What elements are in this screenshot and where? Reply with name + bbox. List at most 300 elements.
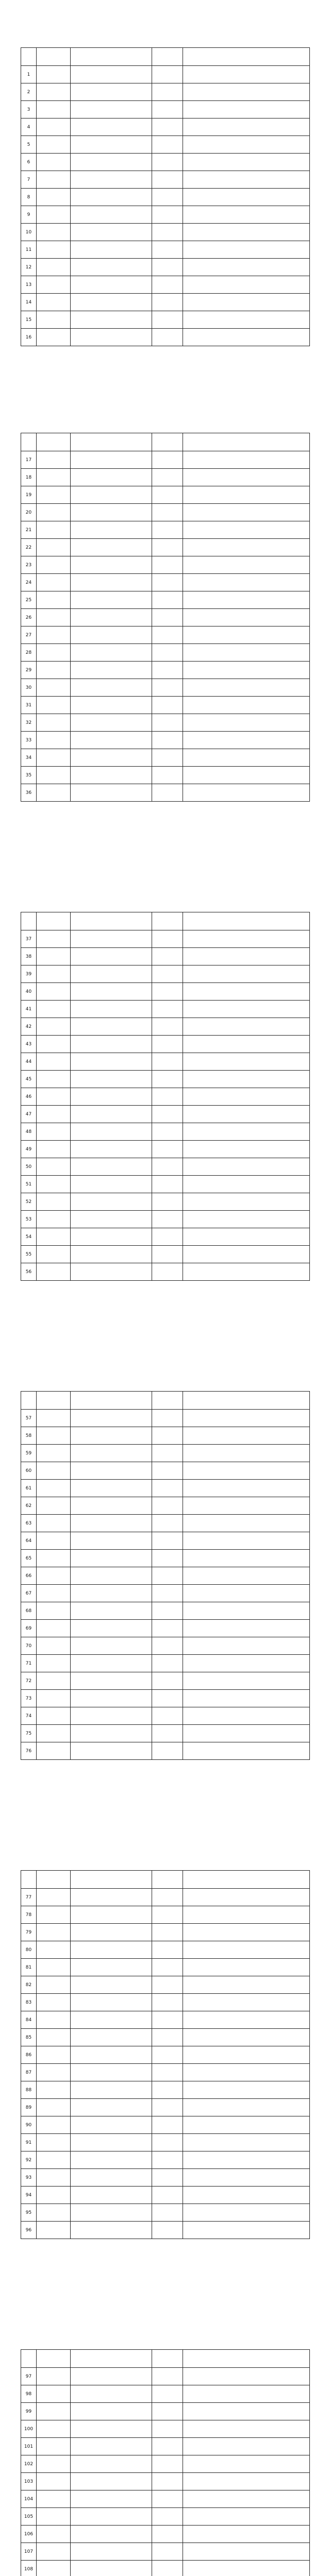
county-cell [37,1123,71,1141]
unit-cell [71,1123,152,1141]
name-cell [152,294,183,311]
table-row [21,1725,310,1742]
name-cell [152,784,183,802]
category-cell [183,1725,310,1742]
seq-cell: 80 [21,1941,37,1959]
county-cell [37,2455,71,2473]
table-row [21,662,310,679]
unit-cell [71,2046,152,2064]
name-cell [152,2099,183,2116]
category-cell [183,784,310,802]
county-cell [37,469,71,486]
seq-cell: 35 [21,767,37,784]
name-cell [152,714,183,732]
unit-cell [71,451,152,469]
table-row [21,574,310,591]
unit-cell [71,1707,152,1725]
col-header-unit [71,2350,152,2368]
name-cell [152,1211,183,1228]
seq-cell: 100 [21,2420,37,2438]
table-row [21,2204,310,2222]
category-cell [183,1088,310,1106]
category-cell [183,2204,310,2222]
county-cell [37,1036,71,1053]
county-cell [37,662,71,679]
category-cell [183,1655,310,1672]
unit-cell [71,626,152,644]
table-row [21,294,310,311]
table-row [21,2368,310,2385]
unit-cell [71,2204,152,2222]
seq-cell: 29 [21,662,37,679]
unit-cell [71,2368,152,2385]
name-cell [152,1602,183,1620]
seq-cell: 74 [21,1707,37,1725]
county-cell [37,679,71,697]
name-cell [152,591,183,609]
category-cell [183,1941,310,1959]
col-header-seq [21,2350,37,2368]
county-cell [37,983,71,1001]
seq-cell: 37 [21,930,37,948]
county-cell [37,1924,71,1941]
category-cell [183,2420,310,2438]
category-cell [183,2064,310,2081]
county-cell [37,1141,71,1158]
unit-cell [71,609,152,626]
county-cell [37,749,71,767]
table-row [21,2081,310,2099]
seq-cell: 91 [21,2134,37,2151]
table-row [21,66,310,83]
unit-cell [71,2222,152,2239]
unit-cell [71,1672,152,1690]
unit-cell [71,2081,152,2099]
category-cell [183,626,310,644]
seq-cell: 21 [21,521,37,539]
name-cell [152,1906,183,1924]
seq-cell: 28 [21,644,37,662]
category-cell [183,521,310,539]
table-row [21,2134,310,2151]
name-cell [152,930,183,948]
table-row [21,2455,310,2473]
name-cell [152,1246,183,1263]
unit-cell [71,1515,152,1532]
name-cell [152,189,183,206]
seq-cell: 39 [21,965,37,983]
table-header-row [21,2350,310,2368]
table-row [21,1071,310,1088]
category-cell [183,1602,310,1620]
county-cell [37,1427,71,1445]
table-row [21,224,310,241]
seq-cell: 60 [21,1462,37,1480]
unit-cell [71,206,152,224]
table-row [21,697,310,714]
name-cell [152,1071,183,1088]
name-cell [152,2455,183,2473]
name-cell [152,2151,183,2169]
category-cell [183,1567,310,1585]
seq-cell: 61 [21,1480,37,1497]
table-row [21,948,310,965]
unit-cell [71,1053,152,1071]
county-cell [37,1742,71,1760]
seq-cell: 92 [21,2151,37,2169]
col-header-county [37,912,71,930]
county-cell [37,1620,71,1637]
unit-cell [71,2099,152,2116]
name-cell [152,697,183,714]
table-row [21,1602,310,1620]
category-cell [183,66,310,83]
category-cell [183,1141,310,1158]
name-cell [152,2169,183,2187]
col-header-name [152,1871,183,1889]
name-cell [152,965,183,983]
category-cell [183,930,310,948]
category-cell [183,1246,310,1263]
unit-cell [71,136,152,154]
name-cell [152,1053,183,1071]
seq-cell: 34 [21,749,37,767]
table-row [21,767,310,784]
county-cell [37,1246,71,1263]
seq-cell: 63 [21,1515,37,1532]
seq-cell: 64 [21,1532,37,1550]
seq-cell: 54 [21,1228,37,1246]
seq-cell: 57 [21,1410,37,1427]
unit-cell [71,1193,152,1211]
table-row [21,2169,310,2187]
seq-cell: 99 [21,2403,37,2420]
name-cell [152,1976,183,1994]
seq-cell: 67 [21,1585,37,1602]
seq-cell: 59 [21,1445,37,1462]
name-cell [152,1141,183,1158]
category-cell [183,2473,310,2490]
name-cell [152,662,183,679]
county-cell [37,1602,71,1620]
col-header-name [152,2350,183,2368]
category-cell [183,1018,310,1036]
category-cell [183,732,310,749]
unit-cell [71,1246,152,1263]
category-cell [183,171,310,189]
table-row [21,1036,310,1053]
table-header-row [21,433,310,451]
category-cell [183,2081,310,2099]
name-cell [152,1941,183,1959]
seq-cell: 27 [21,626,37,644]
unit-cell [71,1497,152,1515]
name-cell [152,1959,183,1976]
unit-cell [71,1637,152,1655]
seq-cell: 36 [21,784,37,802]
unit-cell [71,83,152,101]
seq-cell: 31 [21,697,37,714]
table-row [21,1497,310,1515]
table-row [21,930,310,948]
county-cell [37,609,71,626]
table-row [21,1427,310,1445]
county-cell [37,1053,71,1071]
name-cell [152,609,183,626]
seq-cell: 81 [21,1959,37,1976]
county-cell [37,1567,71,1585]
table-row [21,2385,310,2403]
seq-cell: 43 [21,1036,37,1053]
name-cell [152,486,183,504]
seq-cell: 70 [21,1637,37,1655]
name-cell [152,1567,183,1585]
seq-cell: 68 [21,1602,37,1620]
seq-cell: 1 [21,66,37,83]
category-cell [183,1959,310,1976]
seq-cell: 76 [21,1742,37,1760]
seq-cell: 88 [21,2081,37,2099]
county-cell [37,2403,71,2420]
table-row [21,1123,310,1141]
county-cell [37,1889,71,1906]
seq-cell: 105 [21,2508,37,2526]
unit-cell [71,1427,152,1445]
seq-cell: 53 [21,1211,37,1228]
table-row [21,1906,310,1924]
category-cell [183,469,310,486]
seq-cell: 23 [21,556,37,574]
category-cell [183,1410,310,1427]
category-cell [183,1620,310,1637]
unit-cell [71,1567,152,1585]
table-row [21,1924,310,1941]
unit-cell [71,2116,152,2134]
county-cell [37,1263,71,1281]
unit-cell [71,504,152,521]
seq-cell: 50 [21,1158,37,1176]
name-cell [152,539,183,556]
table-row [21,644,310,662]
category-cell [183,189,310,206]
seq-cell: 101 [21,2438,37,2455]
county-cell [37,1515,71,1532]
roster-table-page-2 [21,433,310,802]
name-cell [152,521,183,539]
unit-cell [71,486,152,504]
table-row [21,486,310,504]
table-row [21,1515,310,1532]
seq-cell: 95 [21,2204,37,2222]
category-cell [183,965,310,983]
table-row [21,118,310,136]
unit-cell [71,101,152,118]
county-cell [37,2204,71,2222]
seq-cell: 48 [21,1123,37,1141]
name-cell [152,1532,183,1550]
col-header-unit [71,912,152,930]
name-cell [152,504,183,521]
county-cell [37,521,71,539]
county-cell [37,644,71,662]
col-header-unit [71,433,152,451]
name-cell [152,732,183,749]
name-cell [152,2204,183,2222]
unit-cell [71,1906,152,1924]
category-cell [183,1445,310,1462]
name-cell [152,118,183,136]
table-row [21,1211,310,1228]
county-cell [37,1690,71,1707]
unit-cell [71,1445,152,1462]
seq-cell: 10 [21,224,37,241]
table-row [21,1976,310,1994]
seq-cell: 83 [21,1994,37,2011]
category-cell [183,539,310,556]
category-cell [183,2046,310,2064]
name-cell [152,679,183,697]
category-cell [183,451,310,469]
category-cell [183,2151,310,2169]
table-row [21,1742,310,1760]
county-cell [37,591,71,609]
document-page-6 [21,2349,309,2576]
category-cell [183,2134,310,2151]
document-title [25,25,305,43]
category-cell [183,574,310,591]
category-cell [183,749,310,767]
unit-cell [71,276,152,294]
name-cell [152,1123,183,1141]
table-header-row [21,912,310,930]
seq-cell: 9 [21,206,37,224]
unit-cell [71,259,152,276]
category-cell [183,154,310,171]
table-row [21,1941,310,1959]
seq-cell: 17 [21,451,37,469]
seq-cell: 104 [21,2490,37,2508]
seq-cell: 47 [21,1106,37,1123]
unit-cell [71,1532,152,1550]
col-header-unit [71,1392,152,1410]
unit-cell [71,1088,152,1106]
unit-cell [71,2455,152,2473]
seq-cell: 12 [21,259,37,276]
document-page-4 [21,1391,309,1760]
category-cell [183,486,310,504]
seq-cell: 65 [21,1550,37,1567]
county-cell [37,697,71,714]
table-row [21,2403,310,2420]
category-cell [183,1924,310,1941]
category-cell [183,2385,310,2403]
table-row [21,101,310,118]
table-row [21,626,310,644]
unit-cell [71,1690,152,1707]
name-cell [152,1176,183,1193]
county-cell [37,1071,71,1088]
unit-cell [71,2011,152,2029]
table-row [21,1637,310,1655]
name-cell [152,2526,183,2543]
name-cell [152,574,183,591]
category-cell [183,294,310,311]
category-cell [183,1106,310,1123]
county-cell [37,1088,71,1106]
table-row [21,171,310,189]
table-row [21,2543,310,2561]
county-cell [37,1725,71,1742]
category-cell [183,2011,310,2029]
table-row [21,1462,310,1480]
name-cell [152,1889,183,1906]
col-header-county [37,1871,71,1889]
county-cell [37,2526,71,2543]
seq-cell: 94 [21,2187,37,2204]
category-cell [183,2526,310,2543]
category-cell [183,206,310,224]
county-cell [37,1550,71,1567]
unit-cell [71,2403,152,2420]
county-cell [37,714,71,732]
name-cell [152,983,183,1001]
unit-cell [71,1462,152,1480]
county-cell [37,2490,71,2508]
table-row [21,1193,310,1211]
county-cell [37,2438,71,2455]
county-cell [37,504,71,521]
table-row [21,504,310,521]
seq-cell: 32 [21,714,37,732]
unit-cell [71,66,152,83]
county-cell [37,66,71,83]
county-cell [37,784,71,802]
seq-cell: 56 [21,1263,37,1281]
table-row [21,1480,310,1497]
table-row [21,2099,310,2116]
category-cell [183,1228,310,1246]
unit-cell [71,224,152,241]
unit-cell [71,2490,152,2508]
category-cell [183,1515,310,1532]
name-cell [152,1725,183,1742]
seq-cell: 84 [21,2011,37,2029]
county-cell [37,2508,71,2526]
county-cell [37,1211,71,1228]
unit-cell [71,1263,152,1281]
category-cell [183,101,310,118]
roster-table-page-5 [21,1870,310,2239]
seq-cell: 89 [21,2099,37,2116]
col-header-name [152,1392,183,1410]
seq-cell: 46 [21,1088,37,1106]
name-cell [152,1462,183,1480]
unit-cell [71,644,152,662]
unit-cell [71,1994,152,2011]
county-cell [37,1106,71,1123]
unit-cell [71,732,152,749]
table-row [21,1106,310,1123]
col-header-category [183,2350,310,2368]
unit-cell [71,1176,152,1193]
name-cell [152,2116,183,2134]
table-row [21,276,310,294]
name-cell [152,1620,183,1637]
name-cell [152,1672,183,1690]
category-cell [183,311,310,329]
table-row [21,1672,310,1690]
unit-cell [71,767,152,784]
